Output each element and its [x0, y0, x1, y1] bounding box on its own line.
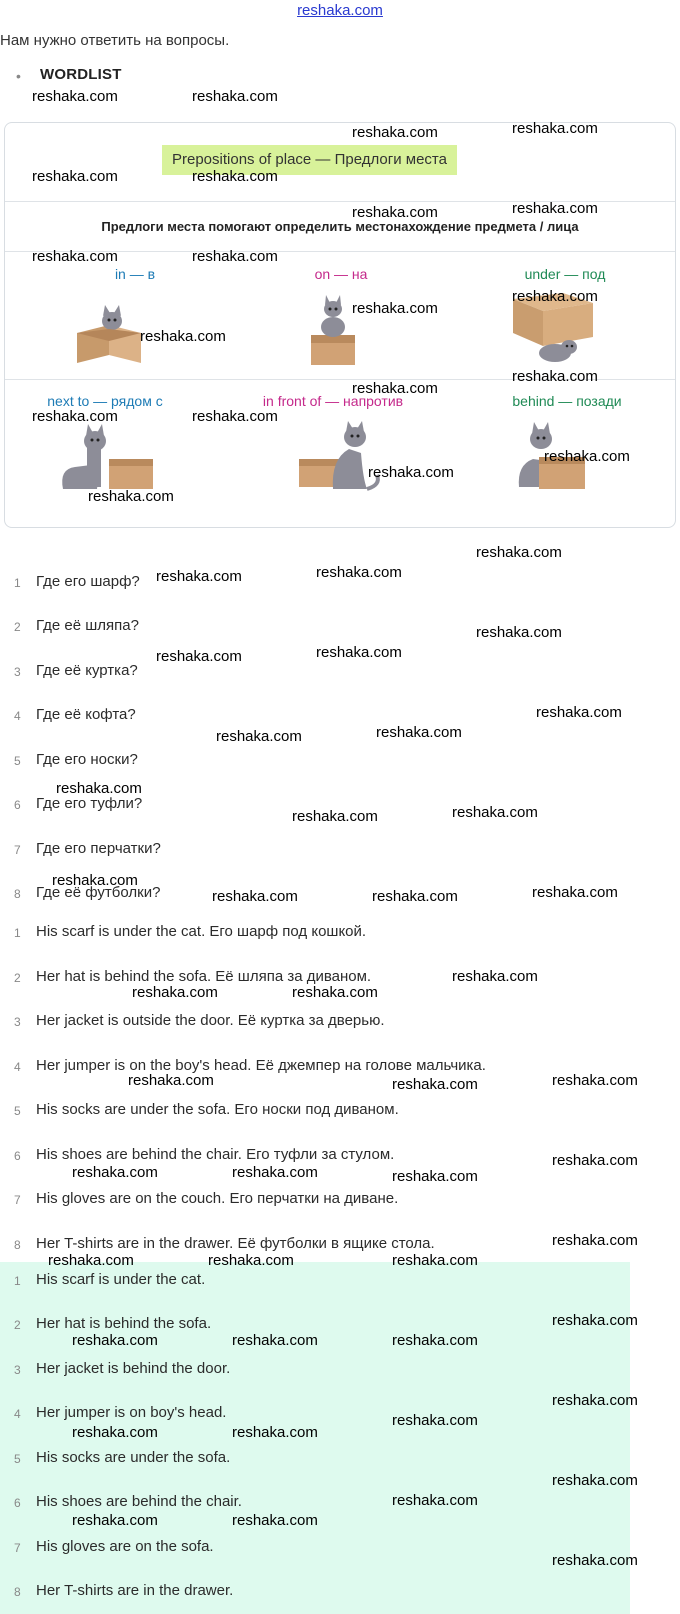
- watermark: reshaka.com: [316, 644, 402, 661]
- watermark: reshaka.com: [376, 724, 462, 741]
- watermark: reshaka.com: [140, 328, 226, 345]
- watermark: reshaka.com: [512, 200, 598, 217]
- watermark: reshaka.com: [536, 704, 622, 721]
- watermark: reshaka.com: [552, 1472, 638, 1489]
- list-item: 7 Где его перчатки?: [14, 840, 161, 857]
- watermark: reshaka.com: [552, 1232, 638, 1249]
- list-item: 5 His socks are under the sofa. Его носки под диваном.: [14, 1101, 399, 1118]
- watermark: reshaka.com: [232, 1424, 318, 1441]
- cat-next-to-box-icon: [57, 419, 167, 499]
- list-item: 1 His scarf is under the cat. Его шарф под кошкой.: [14, 923, 367, 940]
- watermark: reshaka.com: [72, 1424, 158, 1441]
- prep-next-to-label: next to — рядом с: [47, 393, 163, 409]
- watermark: reshaka.com: [192, 168, 278, 185]
- list-item: 8 Где её футболки?: [14, 884, 161, 901]
- list-item: 3 Her jacket is outside the door. Её куртка за дверью.: [14, 1012, 385, 1029]
- watermark: reshaka.com: [552, 1072, 638, 1089]
- watermark: reshaka.com: [72, 1512, 158, 1529]
- watermark: reshaka.com: [392, 1168, 478, 1185]
- watermark: reshaka.com: [216, 728, 302, 745]
- watermark: reshaka.com: [52, 872, 138, 889]
- list-item: 4 Her jumper is on the boy's head. Её джемпер на голове мальчика.: [14, 1057, 486, 1074]
- watermark: reshaka.com: [512, 288, 598, 305]
- cat-in-front-of-box-icon: [297, 419, 407, 499]
- list-item: 7 His gloves are on the sofa.: [14, 1538, 214, 1555]
- watermark: reshaka.com: [192, 248, 278, 265]
- watermark: reshaka.com: [48, 1252, 134, 1269]
- list-item: 6 His shoes are behind the chair.: [14, 1493, 242, 1510]
- watermark: reshaka.com: [132, 984, 218, 1001]
- list-item: 4 Где её кофта?: [14, 706, 136, 723]
- watermark: reshaka.com: [72, 1164, 158, 1181]
- watermark: reshaka.com: [544, 448, 630, 465]
- card-title: Prepositions of place — Предлоги места: [162, 145, 457, 175]
- list-item: 6 Где его туфли?: [14, 795, 143, 812]
- watermark: reshaka.com: [292, 808, 378, 825]
- watermark: reshaka.com: [32, 408, 118, 425]
- watermark: reshaka.com: [208, 1252, 294, 1269]
- watermark: reshaka.com: [372, 888, 458, 905]
- list-item: 1 His scarf is under the cat.: [14, 1271, 206, 1288]
- prep-on-label: on — на: [314, 266, 368, 282]
- site-link[interactable]: reshaka.com: [297, 2, 383, 19]
- watermark: reshaka.com: [392, 1252, 478, 1269]
- watermark: reshaka.com: [552, 1152, 638, 1169]
- intro-text: Нам нужно ответить на вопросы.: [0, 32, 230, 49]
- card-subtitle: Предлоги места помогают определить местонахождение предмета / лица: [101, 219, 579, 234]
- watermark: reshaka.com: [316, 564, 402, 581]
- watermark: reshaka.com: [232, 1164, 318, 1181]
- list-item: 2 Her hat is behind the sofa. Её шляпа за диваном.: [14, 968, 372, 985]
- watermark: reshaka.com: [232, 1332, 318, 1349]
- watermark: reshaka.com: [32, 168, 118, 185]
- watermark: reshaka.com: [532, 884, 618, 901]
- watermark: reshaka.com: [368, 464, 454, 481]
- list-item: 4 Her jumper is on boy's head.: [14, 1404, 227, 1421]
- watermark: reshaka.com: [352, 124, 438, 141]
- list-item: 8 Her T-shirts are in the drawer. Её футболки в ящике стола.: [14, 1235, 435, 1252]
- watermark: reshaka.com: [352, 380, 438, 397]
- watermark: reshaka.com: [552, 1312, 638, 1329]
- watermark: reshaka.com: [192, 408, 278, 425]
- wordlist-heading: WORDLIST: [40, 66, 122, 83]
- watermark: reshaka.com: [32, 88, 118, 105]
- prep-under-label: under — под: [524, 266, 606, 282]
- watermark: reshaka.com: [392, 1076, 478, 1093]
- list-item: 1 Где его шарф?: [14, 573, 140, 590]
- bullet-icon: •: [16, 68, 21, 84]
- watermark: reshaka.com: [56, 780, 142, 797]
- watermark: reshaka.com: [392, 1332, 478, 1349]
- list-item: 6 His shoes are behind the chair. Его туфли за стулом.: [14, 1146, 395, 1163]
- list-item: 5 His socks are under the sofa.: [14, 1449, 231, 1466]
- watermark: reshaka.com: [156, 648, 242, 665]
- watermark: reshaka.com: [392, 1412, 478, 1429]
- watermark: reshaka.com: [352, 204, 438, 221]
- watermark: reshaka.com: [292, 984, 378, 1001]
- watermark: reshaka.com: [552, 1552, 638, 1569]
- list-item: 5 Где его носки?: [14, 751, 138, 768]
- watermark: reshaka.com: [352, 300, 438, 317]
- watermark: reshaka.com: [72, 1332, 158, 1349]
- watermark: reshaka.com: [392, 1492, 478, 1509]
- list-item: 8 Her T-shirts are in the drawer.: [14, 1582, 234, 1599]
- list-item: 2 Her hat is behind the sofa.: [14, 1315, 212, 1332]
- watermark: reshaka.com: [476, 624, 562, 641]
- watermark: reshaka.com: [452, 804, 538, 821]
- watermark: reshaka.com: [88, 488, 174, 505]
- prep-in-label: in — в: [114, 266, 156, 282]
- list-item: 7 His gloves are on the couch. Его перчатки на диване.: [14, 1190, 399, 1207]
- watermark: reshaka.com: [452, 968, 538, 985]
- watermark: reshaka.com: [476, 544, 562, 561]
- watermark: reshaka.com: [512, 368, 598, 385]
- watermark: reshaka.com: [212, 888, 298, 905]
- prep-in-front-of-label: in front of — напротив: [262, 393, 404, 409]
- list-item: 3 Где её куртка?: [14, 662, 138, 679]
- list-item: 2 Где её шляпа?: [14, 617, 139, 634]
- watermark: reshaka.com: [156, 568, 242, 585]
- watermark: reshaka.com: [32, 248, 118, 265]
- list-item: 3 Her jacket is behind the door.: [14, 1360, 231, 1377]
- watermark: reshaka.com: [192, 88, 278, 105]
- watermark: reshaka.com: [552, 1392, 638, 1409]
- watermark: reshaka.com: [232, 1512, 318, 1529]
- watermark: reshaka.com: [512, 120, 598, 137]
- prep-behind-label: behind — позади: [512, 393, 622, 409]
- watermark: reshaka.com: [128, 1072, 214, 1089]
